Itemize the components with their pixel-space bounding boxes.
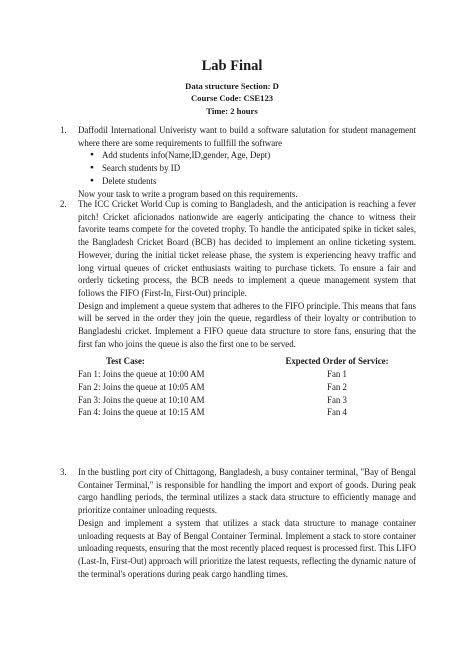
question-1 (60, 124, 416, 200)
expected-order-column (258, 355, 416, 419)
question-2-number: 2. (60, 199, 67, 209)
list-item: ● Add students info(Name,ID,gender, Age, Dept) (90, 149, 416, 162)
expected-order-line: Fan 4 (327, 407, 347, 418)
expected-order-heading: Expected Order of Service: (285, 356, 389, 367)
document-title: Lab Final (201, 58, 263, 74)
time-line: Time: 2 hours (206, 105, 258, 116)
test-case-heading: Test Case: (106, 356, 145, 367)
question-3-paragraph-2: Design and implement a system that utilizes a stack data structure to manage container unloading requests at Bay of Bengal Container Terminal. Implement a stack to store container unloading requests, ensuring that the most recently placed request is processed first. This LIFO (Last-In, First-Out) approach will prioritize the latest requests, reflecting the dynamic nature of the terminal's operations during peak cargo handling times. (78, 517, 416, 579)
question-3-paragraph-1: In the bustling port city of Chittagong, Bangladesh, a busy container terminal, "Bay of Bengal Container Terminal," is responsible for handling the import and export of goods. During peak cargo handling periods, the terminal utilizes a stack data structure to efficiently manage and prioritize container unloading requests. (78, 467, 416, 516)
question-3 (60, 466, 416, 580)
test-input-line: Fan 2: Joins the queue at 10:05 AM (78, 381, 205, 392)
list-item: ● Search students by ID (90, 162, 416, 175)
course-code-line: Course Code: CSE123 (190, 93, 274, 104)
requirements-list (78, 149, 416, 187)
question-1-number: 1. (60, 125, 67, 135)
question-1-intro: Daffodil International Univeristy want to build a software salutation for student management where there are some requirements to fullfill the software (78, 125, 416, 148)
test-input-line: Fan 3: Joins the queue at 10:10 AM (78, 394, 205, 405)
question-2-paragraph-2: Design and implement a queue system that adheres to the FIFO principle. This means that fans will be served in the order they join the queue, regardless of their loyalty or contribution to Bangladeshi cricket. Implement a FIFO queue data structure to store fans, ensuring that the first fan who joins the queue is also the first one to be served. (78, 300, 416, 349)
question-2 (60, 198, 416, 419)
document-header (60, 58, 404, 117)
expected-order-line: Fan 1 (327, 369, 347, 380)
expected-order-line: Fan 3 (327, 394, 347, 405)
expected-order-line: Fan 2 (327, 381, 347, 392)
question-1-closing: Now your task to write a program based on this requirements. (78, 188, 298, 199)
test-case-column (78, 355, 258, 419)
question-3-number: 3. (60, 467, 67, 477)
test-input-line: Fan 1: Joins the queue at 10:00 AM (78, 369, 205, 380)
test-case-block (78, 355, 416, 419)
question-2-paragraph-1: The ICC Cricket World Cup is coming to Bangladesh, and the anticipation is reaching a fever pitch! Cricket aficionados nationwide are eagerly anticipating the chance to witness their favorite teams compete for the coveted trophy. To handle the anticipated spike in ticket sales, the Bangladesh Cricket Board (BCB) has decided to implement an online ticketing system. However, during the initial ticket release phase, the system is experiencing heavy traffic and long virtual queues of cricket enthusiasts waiting to purchase tickets. To ensure a fair and orderly ticketing process, the BCB needs to implement a queue management system that follows the FIFO (First-In, First-Out) principle. (78, 199, 416, 298)
list-item: ● Delete students (90, 175, 416, 188)
test-input-line: Fan 4: Joins the queue at 10:15 AM (78, 407, 205, 418)
section-line: Data structure Section: D (185, 81, 279, 91)
